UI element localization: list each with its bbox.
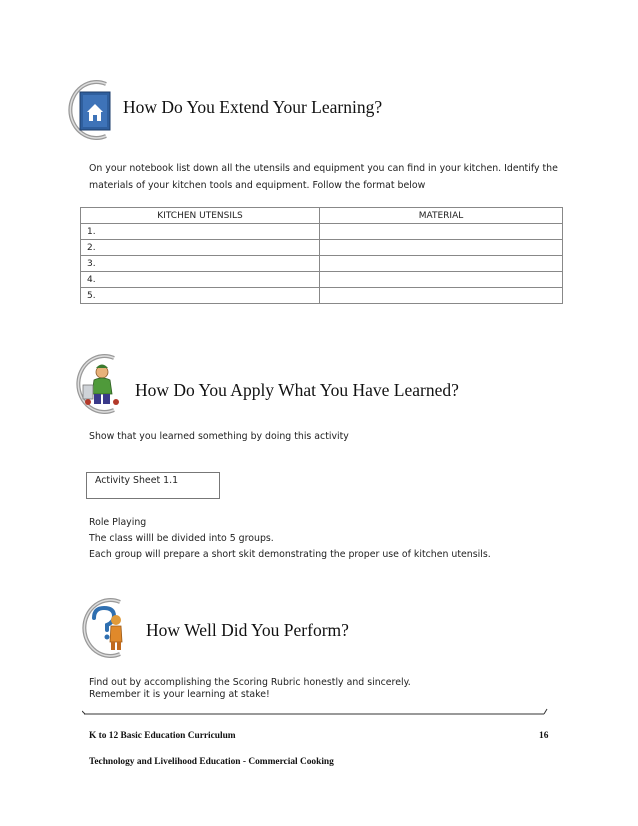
question-figure-icon [80, 596, 136, 658]
table-row [81, 288, 563, 304]
table-cell-material [320, 224, 563, 240]
apply-line-role-playing: Role Playing [89, 517, 147, 528]
table-cell-material [320, 272, 563, 288]
activity-sheet-box [86, 472, 220, 499]
section-title-apply: How Do You Apply What You Have Learned? [135, 380, 459, 400]
house-book-icon [66, 78, 122, 140]
apply-line-groups: The class willl be divided into 5 groups. [89, 533, 274, 544]
table-header-material: MATERIAL [320, 208, 563, 224]
table-cell-utensil: 1. [81, 224, 320, 240]
table-header-utensils: KITCHEN UTENSILS [81, 208, 320, 224]
table-row [81, 224, 563, 240]
table-row [81, 240, 563, 256]
section-title-perform: How Well Did You Perform? [146, 620, 349, 640]
table-cell-utensil: 2. [81, 240, 320, 256]
worker-figure-icon [74, 352, 130, 414]
activity-sheet-label: Activity Sheet 1.1 [95, 475, 179, 486]
table-cell-utensil: 3. [81, 256, 320, 272]
footer-curriculum: K to 12 Basic Education Curriculum [89, 731, 236, 741]
table-row [81, 272, 563, 288]
extend-instruction-line-2: materials of your kitchen tools and equipment. Follow the format below [89, 180, 426, 191]
perform-line-remember: Remember it is your learning at stake! [89, 689, 270, 700]
utensils-table [80, 207, 563, 304]
table-cell-utensil: 4. [81, 272, 320, 288]
section-title-extend: How Do You Extend Your Learning? [123, 97, 383, 117]
footer-page-number: 16 [539, 731, 549, 741]
table-cell-material [320, 256, 563, 272]
footer-subject: Technology and Livelihood Education - Commercial Cooking [89, 757, 334, 767]
apply-line-skit: Each group will prepare a short skit demonstrating the proper use of kitchen utensils. [89, 549, 491, 560]
table-cell-utensil: 5. [81, 288, 320, 304]
table-cell-material [320, 240, 563, 256]
table-cell-material [320, 288, 563, 304]
table-header-row [81, 208, 563, 224]
extend-instruction-line-1: On your notebook list down all the utensils and equipment you can find in your kitchen. Identify the [89, 163, 558, 174]
perform-line-rubric: Find out by accomplishing the Scoring Rubric honestly and sincerely. [89, 677, 411, 688]
apply-intro: Show that you learned something by doing this activity [89, 431, 349, 442]
table-row [81, 256, 563, 272]
footer-rule [82, 701, 548, 709]
